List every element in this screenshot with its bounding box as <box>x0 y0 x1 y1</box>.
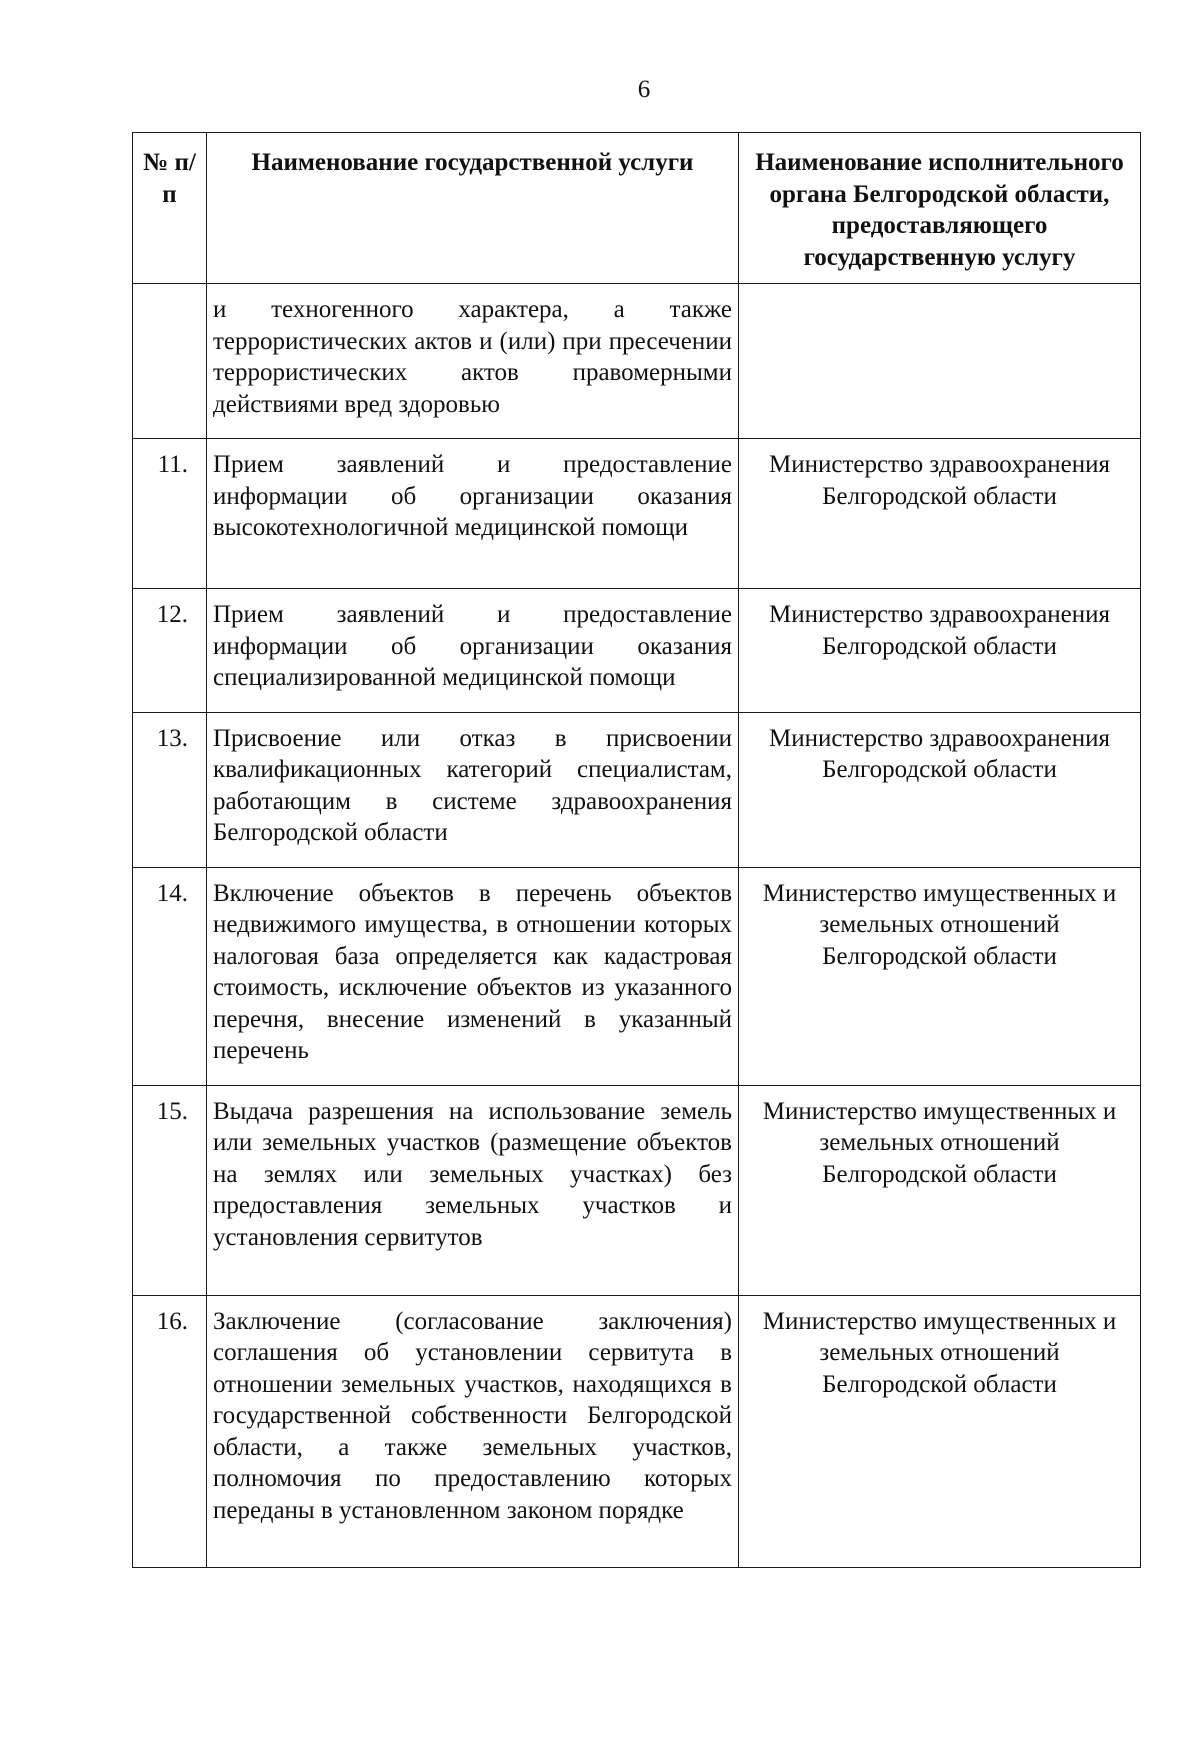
header-row <box>133 133 1141 284</box>
row-organization: Министерство здравоохранения Белгородской области <box>739 712 1141 867</box>
row-service-name: Прием заявлений и предоставление информации об организации оказания специализированной медицинской помощи <box>207 589 739 713</box>
row-service-name: Прием заявлений и предоставление информации об организации оказания высокотехнологичной медицинской помощи <box>207 439 739 589</box>
table-body <box>133 284 1141 1568</box>
row-service-name: Выдача разрешения на использование земель или земельных участков (размещение объектов на землях или земельных участках) без предоставления земельных участков и установления сервитутов <box>207 1085 739 1295</box>
table-row <box>133 1295 1141 1567</box>
row-organization <box>739 284 1141 439</box>
row-organization: Министерство имущественных и земельных отношений Белгородской области <box>739 1295 1141 1567</box>
header-organization: Наименование исполнительного органа Белгородской области, предоставляющего государственную услугу <box>739 133 1141 284</box>
row-service-name: Включение объектов в перечень объектов недвижимого имущества, в отношении которых налоговая база определяется как кадастровая стоимость, исключение объектов из указанного перечня, внесение изменений в указанный перечень <box>207 867 739 1085</box>
row-organization: Министерство имущественных и земельных отношений Белгородской области <box>739 867 1141 1085</box>
table-row <box>133 439 1141 589</box>
row-service-name: Присвоение или отказ в присвоении квалификационных категорий специалистам, работающим в системе здравоохранения Белгородской области <box>207 712 739 867</box>
table-row <box>133 589 1141 713</box>
row-num <box>133 284 207 439</box>
row-num: 16. <box>133 1295 207 1567</box>
row-num: 11. <box>133 439 207 589</box>
services-table <box>132 132 1141 1568</box>
row-organization: Министерство имущественных и земельных отношений Белгородской области <box>739 1085 1141 1295</box>
table-row <box>133 284 1141 439</box>
row-num: 12. <box>133 589 207 713</box>
row-num: 13. <box>133 712 207 867</box>
row-service-name: Заключение (согласование заключения) соглашения об установлении сервитута в отношении земельных участков, находящихся в государственной собственности Белгородской области, а также земельных участков, полномочия по предоставлению которых переданы в установленном законом порядке <box>207 1295 739 1567</box>
row-organization: Министерство здравоохранения Белгородской области <box>739 589 1141 713</box>
row-organization: Министерство здравоохранения Белгородской области <box>739 439 1141 589</box>
table-row <box>133 712 1141 867</box>
row-num: 14. <box>133 867 207 1085</box>
page-number: 6 <box>637 76 651 103</box>
table-header <box>133 133 1141 284</box>
row-service-name: и техногенного характера, а также террористических актов и (или) при пресечении террористических актов правомерными действиями вред здоровью <box>207 284 739 439</box>
header-service-name: Наименование государственной услуги <box>207 133 739 284</box>
table-row <box>133 1085 1141 1295</box>
row-num: 15. <box>133 1085 207 1295</box>
header-num: № п/п <box>133 133 207 284</box>
table-row <box>133 867 1141 1085</box>
